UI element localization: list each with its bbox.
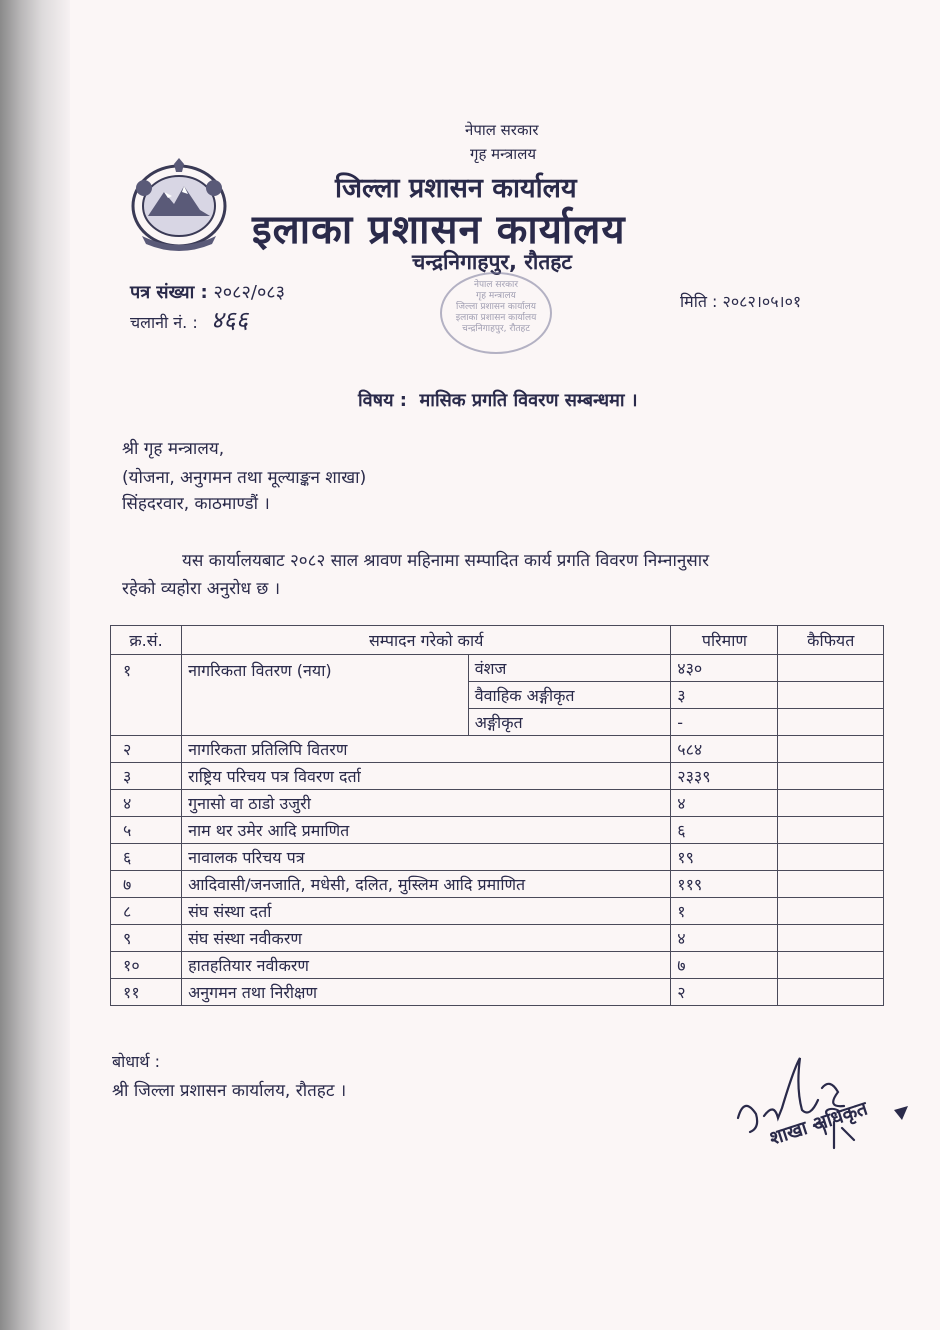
- letter-subject: [358, 388, 638, 412]
- stamp-line: गृह मन्त्रालय: [476, 291, 516, 301]
- body-text-line-2: रहेको व्यहोरा अनुरोध छ ।: [122, 579, 281, 599]
- row-work: अनुगमन तथा निरीक्षण: [182, 979, 671, 1006]
- dispatch-number-value: ४६६: [210, 306, 249, 334]
- row-work: गुनासो वा ठाडो उजुरी: [182, 790, 671, 817]
- recipient-line-3: सिंहदरवार, काठमाण्डौं ।: [122, 494, 270, 514]
- header-quantity: परिमाण: [671, 626, 778, 655]
- row-work: आदिवासी/जनजाति, मधेसी, दलित, मुस्लिम आदि प्रमाणित: [182, 871, 671, 898]
- table-row: [111, 655, 884, 682]
- row-sn: ९: [111, 925, 182, 952]
- dispatch-number-label: चलानी नं. :: [130, 313, 198, 332]
- row-remarks: [778, 925, 884, 952]
- table-row: [111, 844, 884, 871]
- table-row: [111, 736, 884, 763]
- stamp-line: जिल्ला प्रशासन कार्यालय: [456, 302, 536, 312]
- stamp-line: इलाका प्रशासन कार्यालय: [455, 313, 537, 323]
- row-remarks: [778, 736, 884, 763]
- row-work: नागरिकता वितरण (नया): [182, 655, 469, 736]
- letter-date: [680, 290, 801, 312]
- row-quantity: ३: [671, 682, 778, 709]
- row-quantity: ४: [671, 925, 778, 952]
- cc-label: बोधार्थ :: [112, 1052, 160, 1071]
- row-remarks: [778, 979, 884, 1006]
- row-remarks: [778, 898, 884, 925]
- row-quantity: ४: [671, 790, 778, 817]
- row-quantity: १९: [671, 844, 778, 871]
- row-quantity: -: [671, 709, 778, 736]
- header-remarks: कैफियत: [778, 626, 884, 655]
- recipient-line-1: श्री गृह मन्त्रालय,: [122, 439, 225, 459]
- row-sn: ३: [111, 763, 182, 790]
- row-sn: १: [111, 655, 182, 736]
- row-remarks: [778, 952, 884, 979]
- date-label: मिति :: [680, 292, 718, 311]
- row-sn: ६: [111, 844, 182, 871]
- stamp-line: चन्द्रनिगाहपुर, रौतहट: [462, 324, 530, 334]
- table-row: [111, 790, 884, 817]
- table-row: [111, 952, 884, 979]
- row-remarks: [778, 871, 884, 898]
- cc-line: श्री जिल्ला प्रशासन कार्यालय, रौतहट ।: [112, 1081, 347, 1101]
- row-remarks: [778, 763, 884, 790]
- date-value: २०८२।०५।०१: [722, 292, 802, 311]
- row-quantity: ११९: [671, 871, 778, 898]
- row-quantity: ४३०: [671, 655, 778, 682]
- header-sn: क्र.सं.: [111, 626, 182, 655]
- ministry-name: गृह मन्त्रालय: [470, 145, 537, 163]
- row-sn: २: [111, 736, 182, 763]
- row-remarks: [778, 790, 884, 817]
- row-sn: ५: [111, 817, 182, 844]
- signatory-title: शाखा अधिकृत: [766, 1097, 871, 1150]
- row-quantity: ७: [671, 952, 778, 979]
- office-location: चन्द्रनिगाहपुर, रौतहट: [412, 250, 573, 274]
- row-sn: ४: [111, 790, 182, 817]
- table-row: [111, 925, 884, 952]
- row-sn: १०: [111, 952, 182, 979]
- subject-text: मासिक प्रगति विवरण सम्बन्धमा ।: [419, 390, 638, 411]
- body-text-line-1: यस कार्यालयबाट २०८२ साल श्रावण महिनामा सम्पादित कार्य प्रगति विवरण निम्नानुसार: [182, 551, 710, 571]
- subject-label: विषय :: [358, 390, 407, 411]
- header-work: सम्पादन गरेको कार्य: [182, 626, 671, 655]
- row-remarks: [778, 844, 884, 871]
- row-subtype: वैवाहिक अङ्गीकृत: [468, 682, 671, 709]
- row-work: नाम थर उमेर आदि प्रमाणित: [182, 817, 671, 844]
- row-subtype: वंशज: [468, 655, 671, 682]
- area-office-name: इलाका प्रशासन कार्यालय: [252, 207, 626, 253]
- progress-table: [110, 625, 884, 1006]
- row-quantity: २३३९: [671, 763, 778, 790]
- office-stamp: [440, 272, 552, 354]
- dispatch-number: [130, 303, 248, 336]
- letter-number: [130, 280, 285, 304]
- row-work: संघ संस्था नवीकरण: [182, 925, 671, 952]
- stamp-line: नेपाल सरकार: [473, 280, 519, 290]
- row-work: संघ संस्था दर्ता: [182, 898, 671, 925]
- row-work: राष्ट्रिय परिचय पत्र विवरण दर्ता: [182, 763, 671, 790]
- nepal-emblem-icon: [124, 158, 234, 258]
- row-subtype: अङ्गीकृत: [468, 709, 671, 736]
- row-sn: ८: [111, 898, 182, 925]
- row-work: नावालक परिचय पत्र: [182, 844, 671, 871]
- table-row: [111, 817, 884, 844]
- row-quantity: ६: [671, 817, 778, 844]
- row-remarks: [778, 682, 884, 709]
- row-work: हातहतियार नवीकरण: [182, 952, 671, 979]
- letter-number-value: २०८२/०८३: [213, 282, 286, 303]
- row-sn: ७: [111, 871, 182, 898]
- row-remarks: [778, 655, 884, 682]
- row-quantity: ५८४: [671, 736, 778, 763]
- letter-number-label: पत्र संख्या :: [130, 282, 208, 303]
- table-row: [111, 763, 884, 790]
- row-quantity: २: [671, 979, 778, 1006]
- table-header-row: [111, 626, 884, 655]
- table-row: [111, 898, 884, 925]
- row-remarks: [778, 709, 884, 736]
- recipient-line-2: (योजना, अनुगमन तथा मूल्याङ्कन शाखा): [122, 468, 367, 488]
- row-remarks: [778, 817, 884, 844]
- district-office-name: जिल्ला प्रशासन कार्यालय: [335, 173, 577, 204]
- table-row: [111, 979, 884, 1006]
- government-name: नेपाल सरकार: [465, 121, 539, 139]
- table-row: [111, 871, 884, 898]
- row-work: नागरिकता प्रतिलिपि वितरण: [182, 736, 671, 763]
- row-sn: ११: [111, 979, 182, 1006]
- row-quantity: १: [671, 898, 778, 925]
